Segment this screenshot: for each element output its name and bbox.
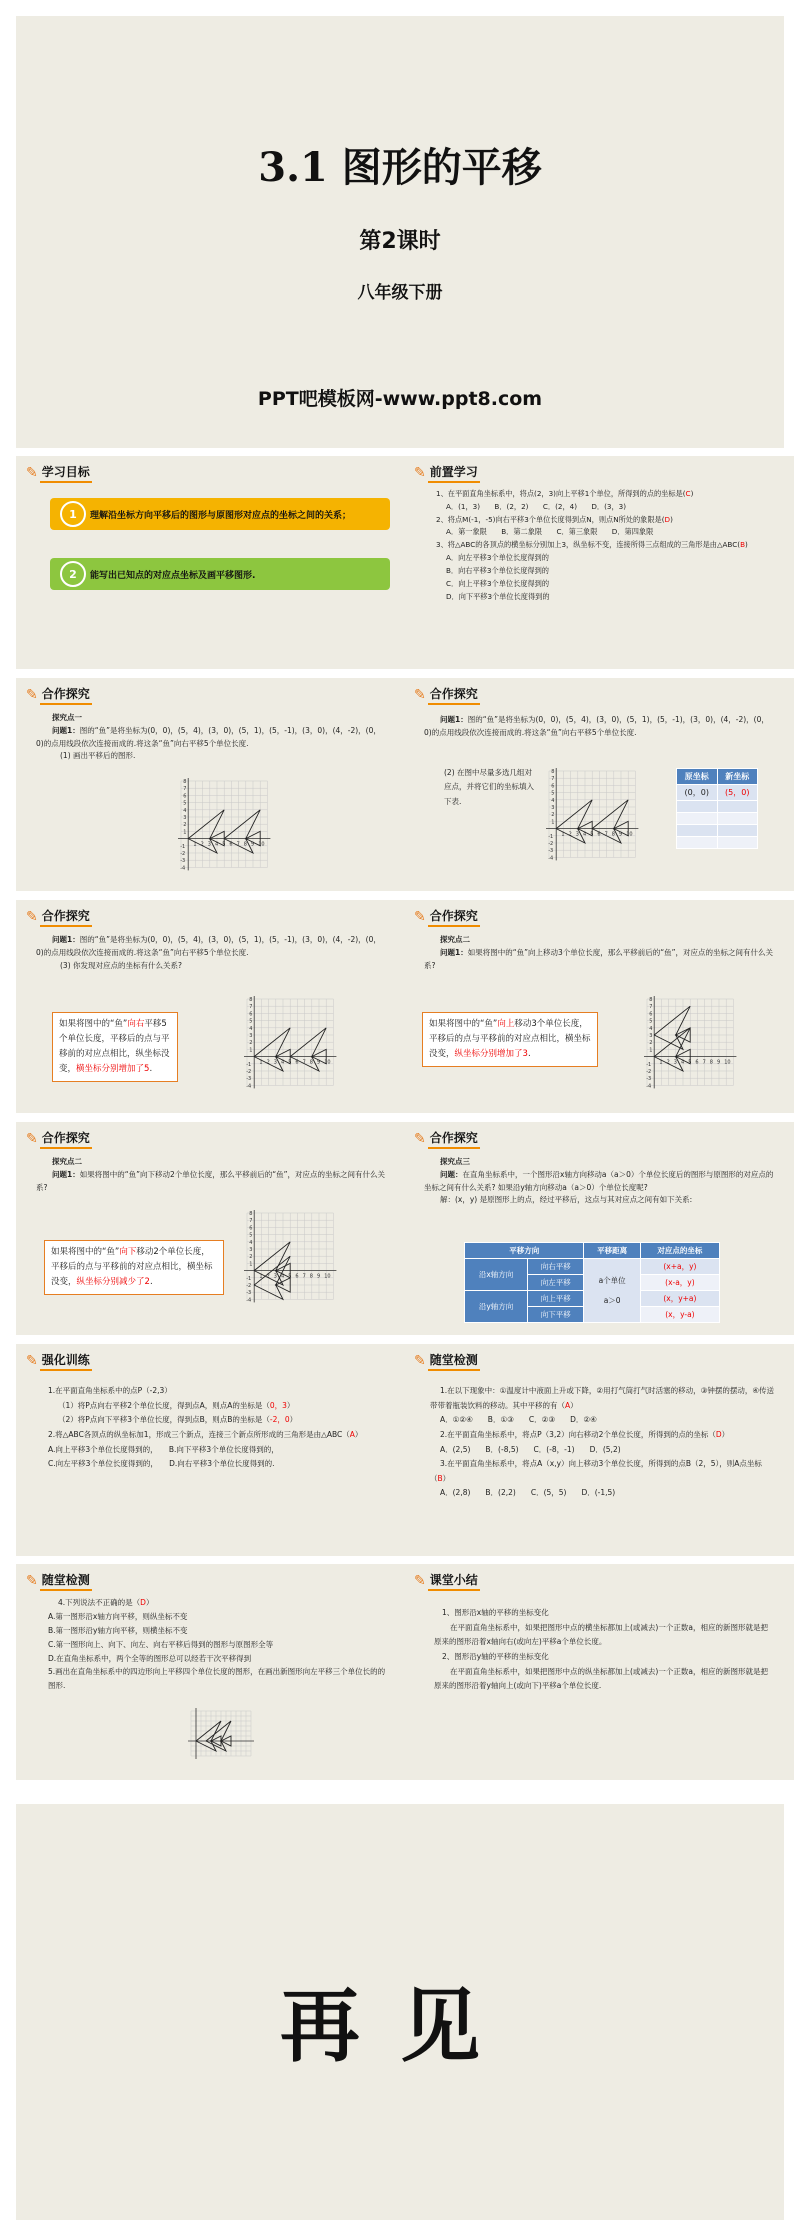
y-tick-label: 1 (249, 1261, 253, 1268)
x-tick-label: 1 (193, 841, 197, 848)
explore-text: 探究点二 问题1：如果将图中的“鱼”向上移动3个单位长度，那么平移前后的“鱼”，对应点的坐标之间有什么关系? (424, 935, 774, 970)
y-tick-label: 6 (183, 793, 187, 800)
slide-header: ✎ 合作探究 (26, 687, 90, 703)
end-slide (16, 1804, 784, 2220)
slide-header: ✎ 合作探究 (414, 1131, 478, 1147)
x-tick-label: 5 (288, 1059, 292, 1066)
y-tick-label: 5 (249, 1018, 253, 1025)
x-tick-label: 6 (229, 841, 233, 848)
x-tick-label: 3 (273, 1273, 277, 1280)
x-tick-label: 4 (215, 841, 219, 848)
y-tick-label: -3 (180, 858, 186, 865)
site-label: PPT吧模板网-www.ppt8.com (257, 388, 543, 410)
x-tick-label: 7 (302, 1059, 306, 1066)
x-tick-label: 2 (568, 831, 572, 838)
coordinate-graph (242, 994, 338, 1094)
y-tick-label: 7 (183, 786, 187, 793)
y-tick-label: 1 (649, 1047, 653, 1054)
y-tick-label: 6 (551, 783, 555, 790)
small-graph (186, 1706, 256, 1765)
explore-text: 探究点一 问题1：图的“鱼”是将坐标为(0，0)，(5，4)，(3，0)，(5，1)，(5，-1)，(3，0)，(4，-2)，(0，0)的点用线段依次连接而成的.将这条“鱼”向右平移5个单位长度. (1) 画出平移后的图形. (36, 713, 381, 761)
explore-slide-5 (16, 1122, 406, 1335)
table-cell-input[interactable] (717, 825, 758, 837)
x-tick-label: 3 (207, 841, 211, 848)
slide-header: ✎ 合作探究 (414, 687, 478, 703)
x-tick-label: 4 (681, 1059, 685, 1066)
y-tick-label: 1 (249, 1047, 253, 1054)
summary-text: 1、图形沿x轴的平移的坐标变化 在平面直角坐标系中，如果把图形中点的横坐标都加上(或减去)一个正数a，相应的新图形就是把原来的图形沿着x轴向右(或向左)平移a个单位长度。 2、图形沿y轴的平移的坐标变化 在平面直角坐标系中，如果把图形中点的纵坐标都加上(或减去)一个正数a，相应的新图形就是把原来的图形沿着y轴向上(或向下)平移a个单位长度. (434, 1608, 768, 1691)
check-text: 4.下列说法不正确的是（D） A.第一图形沿x轴方向平移，则纵坐标不变 B.第一图形沿y轴方向平移，则横坐标不变 C.第一图形向上、向下、向左、向右平移后得到的图形与原图形全等 D.在直角坐标系中，两个全等的图形总可以经若干次平移得到 5.画出在直角坐标系中的四边形向上平移四个单位长度的图形，在画出新图形向左平移三个单位长的的图形. (48, 1598, 386, 1691)
pencil-icon: ✎ (414, 1131, 426, 1147)
x-tick-label: 10 (324, 1059, 331, 1066)
y-tick-label: 6 (249, 1225, 253, 1232)
x-tick-label: 7 (604, 831, 608, 838)
y-tick-label: -3 (548, 848, 554, 855)
x-tick-label: 5 (688, 1059, 692, 1066)
coordinate-graph (176, 776, 272, 876)
y-tick-label: 2 (649, 1040, 653, 1047)
slide-header: ✎ 合作探究 (414, 909, 478, 925)
y-tick-label: 3 (249, 1033, 253, 1039)
y-tick-label: -2 (548, 841, 554, 847)
x-tick-label: 5 (222, 841, 226, 848)
pencil-icon: ✎ (414, 909, 426, 925)
answer-note: 如果将图中的“鱼”向下移动2个单位长度，平移后的点与平移前的对应点相比，横坐标没变，纵坐标分别减少了2. (44, 1240, 224, 1295)
slide-header: ✎ 随堂检测 (26, 1573, 90, 1589)
y-tick-label: 3 (649, 1033, 653, 1039)
x-tick-label: 4 (281, 1273, 285, 1280)
x-tick-label: 7 (302, 1273, 306, 1280)
lesson-subtitle: 第2课时 (359, 229, 441, 254)
y-tick-label: 1 (183, 829, 187, 836)
preview-slide (404, 456, 794, 669)
y-tick-label: 2 (249, 1254, 253, 1261)
y-tick-label: -2 (646, 1069, 652, 1075)
x-tick-label: 8 (309, 1273, 313, 1280)
y-tick-label: 8 (249, 997, 253, 1003)
question-2: (2) 在图中尽量多选几组对应点，并将它们的坐标填入下表. (444, 768, 534, 806)
title-slide (16, 16, 784, 448)
explore-slide-6 (404, 1122, 794, 1335)
y-tick-label: 2 (249, 1040, 253, 1047)
x-tick-label: 9 (251, 841, 255, 848)
check-text: 1.在以下现象中：①温度计中液面上升或下降，②用打气筒打气时活塞的移动，③钟摆的摆动，④传送带带着瓶装饮料的移动。其中平移的有（A） A．①②④ B．①③ C．②③ D．②④ 2.在平面直角坐标系中，将点P（3,2）向右移动2个单位长度，所得到的点的坐标（D） A．(2,5) B．(-8,5) C．(-8，-1) D．(5,2) 3.在平面直角坐标系中，将点A（x,y）向上移动3个单位长度，所得到的点B（2，5），则A点坐标（B） A．(2,8) B．(2,2) C．(5，5) D．(-1,5) (430, 1386, 775, 1498)
pencil-icon: ✎ (26, 465, 38, 481)
pencil-icon: ✎ (414, 1353, 426, 1369)
graph-svg (242, 1208, 338, 1304)
graph-svg (544, 766, 640, 862)
x-tick-label: 1 (659, 1059, 663, 1066)
y-tick-label: 7 (249, 1218, 253, 1225)
explore-text: 问题1：图的“鱼”是将坐标为(0，0)，(5，4)，(3，0)，(5，1)，(5，-1)，(3，0)，(4，-2)，(0，0)的点用线段依次连接而成的.将这条“鱼”向右平移5个单位长度. (3) 你发现对应点的坐标有什么关系? (36, 935, 381, 970)
pencil-icon: ✎ (26, 909, 38, 925)
pencil-icon: ✎ (26, 687, 38, 703)
x-tick-label: 9 (317, 1273, 321, 1280)
x-tick-label: 4 (281, 1059, 285, 1066)
y-tick-label: 7 (249, 1004, 253, 1011)
summary-slide (404, 1564, 794, 1780)
y-tick-label: 1 (551, 819, 555, 826)
explore-text: 探究点三 问题：在直角坐标系中，一个图形沿x轴方向移动a（a＞0）个单位长度后的图形与原图形的对应点的坐标之间有什么关系? 如果沿y轴方向移动a（a＞0）个单位长度呢? 解：(x，y) 是原图形上的点，经过平移后，这点与其对应点之间有如下关系: (424, 1157, 774, 1205)
table-cell-input[interactable] (677, 813, 718, 825)
coordinate-graph (544, 766, 640, 866)
y-tick-label: 5 (249, 1232, 253, 1239)
x-tick-label: 9 (317, 1059, 321, 1066)
slide-header: ✎ 强化训练 (26, 1353, 90, 1369)
pencil-icon: ✎ (26, 1573, 38, 1589)
y-tick-label: 3 (249, 1247, 253, 1253)
preview-text: 1、在平面直角坐标系中，将点(2，3)向上平移1个单位，所得到的点的坐标是(C) A．(1，3) B．(2，2) C．(2，4) D．(3，3) 2、将点M(-1，-5)向右平移3个单位长度得到点N，则点N所处的象限是(D) A．第一象限 B．第二象限 C．第三象限 D．第四象限 3、将△ABC的各顶点的横坐标分别加上3，纵坐标不变，连接所得三点组成的三角形是由△ABC(B) A．向左平移3个单位长度得到的 B．向右平移3个单位长度得到的 C．向上平移3个单位长度得到的 D．向下平移3个单位长度得到的 (436, 489, 748, 601)
farewell-text: 再见 (280, 1979, 520, 2073)
y-tick-label: 6 (249, 1011, 253, 1018)
y-tick-label: 3 (183, 815, 187, 821)
x-tick-label: 5 (288, 1273, 292, 1280)
pencil-icon: ✎ (26, 1353, 38, 1369)
y-tick-label: 7 (649, 1004, 653, 1011)
answer-note: 如果将图中的“鱼”向上移动3个单位长度，平移后的点与平移前的对应点相比，横坐标没变，纵坐标分别增加了3. (422, 1012, 598, 1067)
explore-slide-1 (16, 678, 406, 891)
y-tick-label: -1 (246, 1275, 252, 1282)
table-cell-input[interactable] (717, 813, 758, 825)
y-tick-label: 8 (183, 779, 187, 785)
y-tick-label: 4 (183, 807, 187, 814)
x-tick-label: 3 (673, 1059, 677, 1066)
coordinate-table: 原坐标 新坐标 (0，0) (5，0) (676, 768, 758, 849)
table-cell-input[interactable] (717, 801, 758, 813)
y-tick-label: 5 (551, 790, 555, 797)
page-title: 3.1 图形的平移 (258, 144, 542, 191)
graph-svg (242, 994, 338, 1090)
pencil-icon: ✎ (414, 465, 426, 481)
y-tick-label: 5 (649, 1018, 653, 1025)
x-tick-label: 6 (695, 1059, 699, 1066)
x-tick-label: 5 (590, 831, 594, 838)
y-tick-label: -2 (246, 1283, 252, 1289)
x-tick-label: 10 (626, 831, 633, 838)
goal-2: 能写出已知点的对应点坐标及画平移图形. (50, 558, 390, 590)
y-tick-label: 8 (249, 1211, 253, 1217)
slide-header: ✎ 学习目标 (26, 465, 90, 481)
x-tick-label: 9 (717, 1059, 721, 1066)
x-tick-label: 6 (295, 1273, 299, 1280)
x-tick-label: 2 (666, 1059, 670, 1066)
goal-number-1: 1 (60, 501, 86, 527)
y-tick-label: 7 (551, 776, 555, 783)
y-tick-label: 6 (649, 1011, 653, 1018)
explore-text: 问题1：图的“鱼”是将坐标为(0，0)，(5，4)，(3，0)，(5，1)，(5，-1)，(3，0)，(4，-2)，(0，0)的点用线段依次连接而成的.将这条“鱼”向右平移5个单位长度. (424, 715, 769, 737)
y-tick-label: 4 (551, 797, 555, 804)
y-tick-label: 8 (649, 997, 653, 1003)
translation-table: 平移方向 平移距离 对应点的坐标 沿x轴方向 向右平移 a个单位 a＞0 (x+a，y) 向左平移 (x-a，y) 沿y轴方向 向上平移 (x，y+a) 向下平移 (x，y-a) (464, 1242, 720, 1323)
y-tick-label: -2 (246, 1069, 252, 1075)
slide-header: ✎ 合作探究 (26, 1131, 90, 1147)
pencil-icon: ✎ (414, 687, 426, 703)
y-tick-label: 4 (649, 1025, 653, 1032)
y-tick-label: -1 (548, 833, 554, 840)
slide-header: ✎ 合作探究 (26, 909, 90, 925)
y-tick-label: -3 (246, 1290, 252, 1297)
answer-note: 如果将图中的“鱼”向右平移5个单位长度，平移后的点与平移前的对应点相比，纵坐标没变，横坐标分别增加了5. (52, 1012, 178, 1082)
y-tick-label: 2 (551, 812, 555, 819)
slide-header: ✎ 课堂小结 (414, 1573, 478, 1589)
x-tick-label: 9 (619, 831, 623, 838)
x-tick-label: 2 (200, 841, 204, 848)
x-tick-label: 1 (259, 1059, 263, 1066)
y-tick-label: 2 (183, 822, 187, 829)
x-tick-label: 6 (295, 1059, 299, 1066)
goal-number-2: 2 (60, 561, 86, 587)
coordinate-graph (242, 1208, 338, 1308)
y-tick-label: -3 (246, 1076, 252, 1083)
table-cell-input[interactable] (717, 837, 758, 849)
x-tick-label: 10 (258, 841, 265, 848)
goals-slide (16, 456, 406, 669)
x-tick-label: 8 (709, 1059, 713, 1066)
pencil-icon: ✎ (26, 1131, 38, 1147)
y-tick-label: -4 (548, 855, 554, 862)
x-tick-label: 7 (236, 841, 240, 848)
check-slide-2 (16, 1564, 406, 1780)
x-tick-label: 4 (583, 831, 587, 838)
check-slide-1 (404, 1344, 794, 1556)
explore-slide-2 (404, 678, 794, 891)
x-tick-label: 10 (724, 1059, 731, 1066)
x-tick-label: 1 (561, 831, 565, 838)
y-tick-label: 8 (551, 769, 555, 775)
x-tick-label: 10 (324, 1273, 331, 1280)
table-cell-input[interactable] (677, 825, 718, 837)
x-tick-label: 3 (273, 1059, 277, 1066)
coordinate-graph (642, 994, 738, 1094)
y-tick-label: -1 (646, 1061, 652, 1068)
table-cell-input[interactable] (677, 837, 718, 849)
x-tick-label: 8 (611, 831, 615, 838)
pencil-icon: ✎ (414, 1573, 426, 1589)
explore-slide-4 (404, 900, 794, 1113)
explore-slide-3 (16, 900, 406, 1113)
y-tick-label: 4 (249, 1239, 253, 1246)
slide-header: ✎ 随堂检测 (414, 1353, 478, 1369)
practice-text: 1.在平面直角坐标系中的点P（-2,3） （1）将P点向右平移2个单位长度，得到点A，则点A的坐标是（0，3） （2）将P点向下平移3个单位长度，得到点B，则点B的坐标是（-2，0） 2.将△ABC各顶点的纵坐标加1，形成三个新点，连接三个新点所形成的三角形是由△ABC（A） A.向上平移3个单位长度得到的， B.向下平移3个单位长度得到的， C.向左平移3个单位长度得到的， D.向右平移3个单位长度得到的. (48, 1386, 363, 1469)
y-tick-label: -4 (246, 1297, 252, 1304)
x-tick-label: 2 (266, 1273, 270, 1280)
slide-header: ✎ 前置学习 (414, 465, 478, 481)
goal-1: 理解沿坐标方向平移后的图形与原图形对应点的坐标之间的关系； (50, 498, 390, 530)
x-tick-label: 2 (266, 1059, 270, 1066)
x-tick-label: 3 (575, 831, 579, 838)
graph-svg (186, 1706, 256, 1761)
x-tick-label: 8 (243, 841, 247, 848)
explore-text: 探究点二 问题1：如果将图中的“鱼”向下移动2个单位长度，那么平移前后的“鱼”，对应点的坐标之间有什么关系? (36, 1157, 386, 1192)
y-tick-label: -4 (646, 1083, 652, 1090)
y-tick-label: -2 (180, 851, 186, 857)
x-tick-label: 7 (702, 1059, 706, 1066)
y-tick-label: 4 (249, 1025, 253, 1032)
practice-slide (16, 1344, 406, 1556)
y-tick-label: 5 (183, 800, 187, 807)
y-tick-label: -1 (180, 843, 186, 850)
graph-svg (176, 776, 272, 872)
graph-svg (642, 994, 738, 1090)
y-tick-label: -1 (246, 1061, 252, 1068)
y-tick-label: -4 (180, 865, 186, 872)
x-tick-label: 8 (309, 1059, 313, 1066)
y-tick-label: 3 (551, 805, 555, 811)
grade-label: 八年级下册 (357, 283, 443, 303)
x-tick-label: 6 (597, 831, 601, 838)
y-tick-label: -3 (646, 1076, 652, 1083)
x-tick-label: 1 (259, 1273, 263, 1280)
table-cell-input[interactable] (677, 801, 718, 813)
y-tick-label: -4 (246, 1083, 252, 1090)
